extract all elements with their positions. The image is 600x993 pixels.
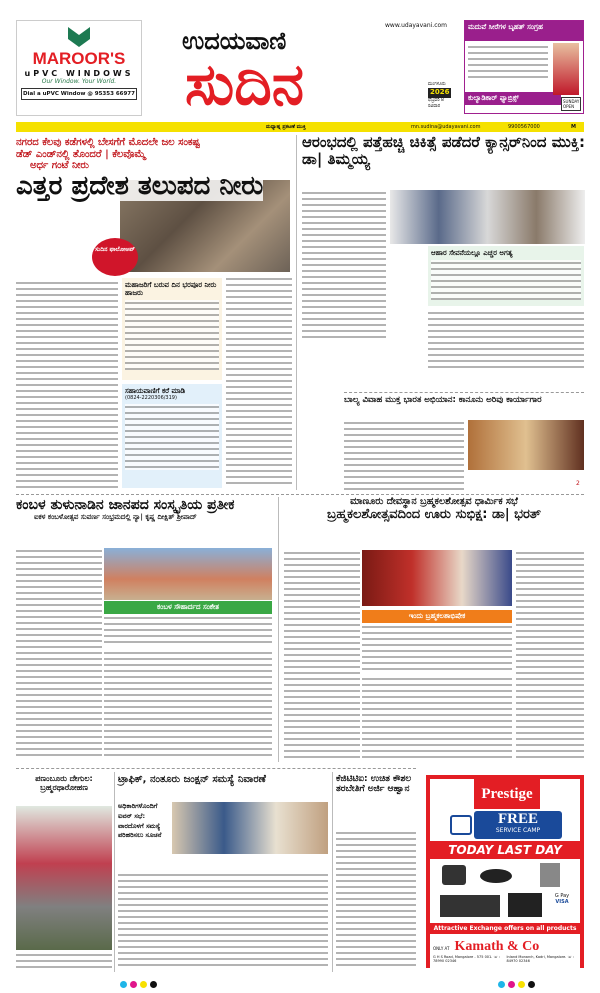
gpay: G Pay <box>554 893 570 899</box>
ad-store: ಕುಲ್ಯಾಡಿಕಾರ್ ಫ್ಯಾಬ್ರಿಕ್ಸ್ <box>465 92 561 105</box>
kambala-heading-block <box>16 497 274 521</box>
temple-body-3 <box>516 550 584 760</box>
child-photo <box>468 420 584 470</box>
whatsapp-phone[interactable]: 9900567000 <box>508 124 540 130</box>
box-title: ಸಹಾಯವಾಣಿಗೆ ಕರೆ ಮಾಡಿ <box>125 387 186 395</box>
tagline: ಮಧ್ಯಾಹ್ನ ಪ್ರಕಟಣೆ ಮುಕ್ತಿ <box>266 124 306 130</box>
product-grid <box>430 859 580 923</box>
registration-marks <box>0 981 600 991</box>
mixer-icon <box>540 863 560 887</box>
water-body <box>16 280 118 488</box>
year: 2026 <box>430 88 450 97</box>
child-marriage-headline: ಬಾಲ್ಯ ವಿವಾಹ ಮುಕ್ತ ಭಾರತ ಅಭಿಯಾನ: ಕಾನೂನು ಅರಿವು ಕಾರ್ಯಾಗಾರ <box>344 395 542 405</box>
stove-icon <box>440 895 500 917</box>
cancer-box <box>428 246 584 306</box>
traffic-body <box>118 872 328 970</box>
temple-box-body <box>362 624 512 672</box>
quote-box-1 <box>122 278 222 380</box>
temple-photo <box>362 550 512 606</box>
helpline: (0824-2220306/319) <box>125 395 177 402</box>
dateline <box>428 82 451 111</box>
kgtti-headline: ಕೆಜಿಟಿಟಿಐ: ಉಚಿತ ಕೌಶಲ ತರಬೇತಿಗೆ ಅರ್ಜಿ ಆಹ್ವಾನ <box>336 774 412 795</box>
quote-box-2 <box>122 384 222 488</box>
water-body-2 <box>226 276 292 488</box>
temple-headline: ಬ್ರಹ್ಮಕಲಶೋತ್ಸವದಿಂದ ಊರು ಸುಭಿಕ್ಷ: ಡಾ| ಭರತ್ <box>326 506 541 522</box>
temple-kicker: ಮಾಣೂರು ದೇವಸ್ಥಾನ ಬ್ರಹ್ಮಕಲಶೋತ್ಸವ ಧಾರ್ಮಿಕ ಸಭೆ <box>350 496 518 507</box>
kicker-part: ಕೆಲವೊಮ್ಮೆ <box>112 148 146 160</box>
water-headline: ಎತ್ತರ ಪ್ರದೇಶ ತಲುಪದ ನೀರು <box>16 170 264 201</box>
water-kicker-3: ಅರ್ಧ ಗಂಟೆ ನೀರು <box>30 160 89 171</box>
website[interactable]: www.udayavani.com <box>385 22 448 29</box>
kambala-photo <box>104 548 272 600</box>
pan-icon <box>480 869 512 883</box>
kambala-headline: ಕಂಬಳ ತುಳುನಾಡಿನ ಜಾನಪದ ಸಂಸ್ಕೃತಿಯ ಪ್ರತೀಕ <box>16 497 235 513</box>
box-title: ಆಹಾರ ಸೇವನೆಯಲ್ಲೂ ಎಚ್ಚರ ಅಗತ್ಯ <box>431 249 513 257</box>
ad-headline: ಮದುವೆ ಸೀರೆಗಳ ಬೃಹತ್ ಸಂಗ್ರಹ <box>465 21 583 41</box>
ad-product: uPVC WINDOWS <box>24 69 134 78</box>
cancer-photo <box>390 190 585 244</box>
date: ಫೆಬ್ರವರಿ 8 <box>428 98 444 104</box>
kambala-sub: ಐಕಳ ಕಂಬಳೋತ್ಸವ ಸುವರ್ಣ ಸಂಭ್ರಮದಲ್ಲಿ ನ್ಯಾ| ಕೃಷ್ಣ ದೀಕ್ಷಿತ್ ಶ್ರೀಪಾದ್ <box>34 513 197 522</box>
traffic-headline: ಟ್ರಾಫಿಕ್, ನಂತೂರು ಜಂಕ್ಷನ್ ಸಮಸ್ಯೆ ನಿವಾರಣೆ <box>118 774 266 785</box>
ad-sarees[interactable] <box>464 20 584 114</box>
ad-dial: Dial a uPVC Window @ 95353 66977 <box>21 88 137 100</box>
address-2: Inland Monarch, Kadri, Mangalore. ☏ : 84970 02346 <box>506 955 575 963</box>
kgtti-body <box>336 830 416 970</box>
child-body <box>344 420 464 490</box>
maroors-logo-icon <box>68 27 90 47</box>
ad-slogan: Our Window. Your World. <box>41 78 117 85</box>
only-at: ONLY AT <box>433 946 450 951</box>
induction-icon <box>508 893 542 917</box>
brand-block <box>182 28 422 120</box>
temple-heading-block <box>284 497 584 523</box>
masthead-strip <box>16 122 584 132</box>
panambur-headline: ಪಣಂಬೂರು ದೇಗುಲ: ಬ್ರಹ್ಮರಥಾರೋಹಣ <box>35 774 93 793</box>
free-service-badge <box>474 811 562 839</box>
visa: VISA <box>555 899 569 905</box>
email[interactable]: mn.sudina@udayavani.com <box>411 124 481 130</box>
panambur-photo <box>16 806 112 950</box>
ad-maroors[interactable] <box>16 20 142 116</box>
pot-icon <box>442 865 466 885</box>
followup-badge: ಸುದಿನ ಫಾಲೋಅಪ್ <box>92 238 138 276</box>
brand-udayavani: ಉದಯವಾಣಿ <box>182 27 287 55</box>
temple-body-2 <box>362 676 512 760</box>
cooker-icon <box>450 815 472 835</box>
address-1: G H S Road, Mangalore - 575 001. ☏ : 78990 02346 <box>433 955 501 963</box>
kambala-body <box>16 548 102 760</box>
water-kicker-2: ಡೆಡ್ ಎಂಡ್‌ನಲ್ಲಿ ತೊಂದರೆ | ಕೆಲವೊಮ್ಮೆ <box>16 148 146 160</box>
edition: ಮಂಗಳೂರು <box>428 82 446 87</box>
day: ರವಿವಾರ <box>428 104 441 110</box>
free-text: FREE <box>497 811 538 827</box>
box-title: ಮಹಾಜರಿಗೆ ಬರುವ ದಿನ ಭರಪೂರ ನೀರು ಹಾಜರು <box>125 281 217 298</box>
kambala-box-body <box>104 615 272 647</box>
ad-brand: MAROOR'S <box>32 49 126 68</box>
traffic-photo <box>172 802 328 854</box>
water-kicker: ನಗರದ ಕೆಲವು ಕಡೆಗಳಲ್ಲಿ ಬೇಸಗೆಗೆ ಮೊದಲೇ ಜಲ ಸಂಕಷ್ಟ <box>16 137 200 148</box>
traffic-sub: ಅಧಿಕಾರಿಗಳೊಂದಿಗೆ ಐವನ್ ಸಭೆ: ವಾರದೊಳಗೆ ಸಮಸ್ಯೆ ಪರಿಹರಿಸಲು ಸೂಚನೆ <box>118 802 162 840</box>
prestige-logo: Prestige <box>474 779 540 809</box>
ad-footer: ARE YOU READY FOR A SMARTER KITCHEN <box>445 970 565 975</box>
page-ref[interactable]: 2 <box>576 480 580 487</box>
temple-body <box>284 550 360 760</box>
cancer-body-2 <box>428 310 584 370</box>
temple-box-title: ಇಂದು ಬ್ರಹ್ಮಕಲಶಾಭಿಷೇಕ <box>362 610 512 623</box>
today-last-day: TODAY LAST DAY <box>448 843 562 857</box>
dealer-name: Kamath & Co <box>454 939 540 954</box>
kambala-box-title: ಕಂಬಳ ಸೌಹಾರ್ದದ ಸಂಕೇತ <box>104 601 272 614</box>
water-heading-block <box>16 137 294 201</box>
camp-text: SERVICE CAMP <box>495 827 541 834</box>
exchange-offer: Attractive Exchange offers on all products <box>433 925 577 932</box>
edition-code: M <box>571 124 576 130</box>
ad-prestige[interactable] <box>426 775 584 975</box>
kicker-part: ಡೆಡ್ ಎಂಡ್‌ನಲ್ಲಿ ತೊಂದರೆ <box>16 148 102 160</box>
ad-photo <box>553 43 579 95</box>
kambala-body-2 <box>104 650 272 760</box>
cancer-body <box>302 190 386 342</box>
cancer-headline: ಆರಂಭದಲ್ಲಿ ಪತ್ತೆಹಚ್ಚಿ ಚಿಕಿತ್ಸೆ ಪಡೆದರೆ ಕ್ಯಾನ್ಸರ್‌ನಿಂದ ಮುಕ್ತಿ: ಡಾ| ತಿಮ್ಮಯ್ಯ <box>302 133 586 169</box>
panambur-caption <box>16 952 112 968</box>
ad-open: SUNDAY OPEN <box>563 99 580 109</box>
brand-sudina: ಸುದಿನ <box>185 50 304 119</box>
